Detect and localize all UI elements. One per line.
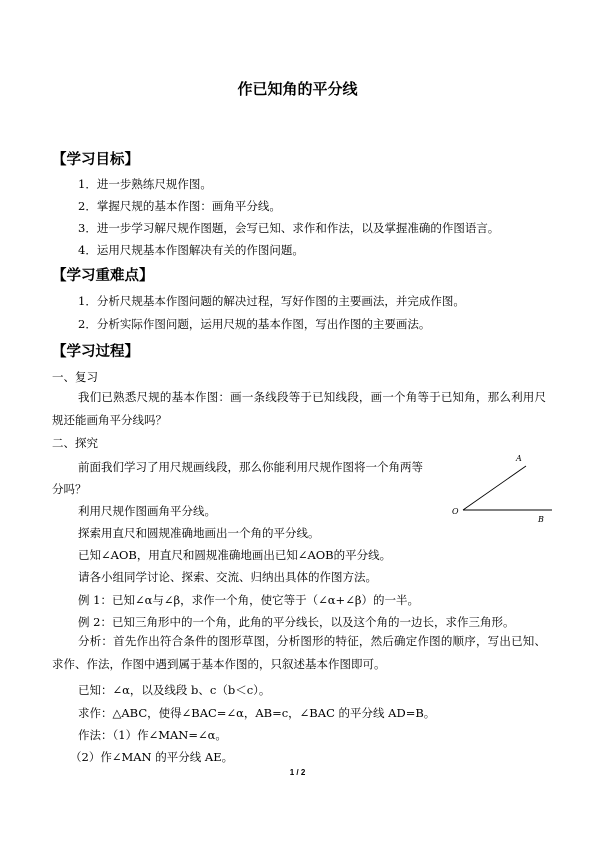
key-point-item: 2．分析实际作图问题，运用尺规的基本作图，写出作图的主要画法。 bbox=[78, 317, 431, 331]
method-step-1: 作法：（1）作∠MAN=∠α。 bbox=[78, 728, 227, 742]
given-text: 已知：∠α，以及线段 b、c（b＜c）。 bbox=[78, 683, 271, 697]
process-line: 请各小组同学讨论、探索、交流、归纳出具体的作图方法。 bbox=[78, 570, 377, 584]
label-o: O bbox=[452, 507, 459, 516]
process-heading: 【学习过程】 bbox=[52, 344, 139, 360]
objective-item: 4．运用尺规基本作图解决有关的作图问题。 bbox=[78, 243, 304, 257]
explore-intro-cont: 分吗？ bbox=[52, 482, 87, 496]
example-2: 例 2：已知三角形中的一个角，此角的平分线长，以及这个角的一边长，求作三角形。 bbox=[78, 615, 515, 629]
analysis-text: 分析：首先作出符合条件的图形草图，分析图形的特征，然后确定作图的顺序，写出已知、求作、作法，作图中遇到属于基本作图的，只叙述基本作图即可。 bbox=[52, 634, 546, 671]
page-number: 1 / 2 bbox=[289, 768, 306, 777]
objective-item: 1．进一步熟练尺规作图。 bbox=[78, 177, 212, 191]
process-line: 已知∠AOB，用直尺和圆规准确地画出已知∠AOB的平分线。 bbox=[78, 548, 392, 562]
review-text: 我们已熟悉尺规的基本作图：画一条线段等于已知线段，画一个角等于已知角，那么利用尺规还能画角平分线吗？ bbox=[52, 390, 546, 427]
process-line: 探索用直尺和圆规准确地画出一个角的平分线。 bbox=[78, 526, 320, 540]
ray-oa bbox=[463, 466, 526, 510]
label-a: A bbox=[516, 454, 522, 463]
objective-item: 2．掌握尺规的基本作图：画角平分线。 bbox=[78, 199, 281, 213]
explore-heading: 二、探究 bbox=[52, 436, 98, 450]
explore-intro: 前面我们学习了用尺规画线段，那么你能利用尺规作图将一个角两等 bbox=[78, 460, 423, 474]
review-heading: 一、复习 bbox=[52, 370, 98, 384]
page-title: 作已知角的平分线 bbox=[237, 80, 358, 98]
angle-aob-figure bbox=[448, 452, 558, 532]
key-points-heading: 【学习重难点】 bbox=[52, 268, 154, 284]
method-step-2: （2）作∠MAN 的平分线 AE。 bbox=[70, 750, 234, 764]
objective-item: 3．进一步学习解尺规作图题，会写已知、求作和作法，以及掌握准确的作图语言。 bbox=[78, 221, 500, 235]
objectives-heading: 【学习目标】 bbox=[52, 152, 139, 168]
label-b: B bbox=[538, 515, 544, 524]
example-1: 例 1：已知∠α与∠β，求作一个角，使它等于（∠α+∠β）的一半。 bbox=[78, 593, 419, 607]
process-line: 利用尺规作图画角平分线。 bbox=[78, 504, 216, 518]
find-text: 求作：△ABC，使得∠BAC=∠α，AB=c，∠BAC 的平分线 AD=B。 bbox=[78, 706, 436, 720]
key-point-item: 1．分析尺规基本作图问题的解决过程，写好作图的主要画法，并完成作图。 bbox=[78, 294, 465, 308]
